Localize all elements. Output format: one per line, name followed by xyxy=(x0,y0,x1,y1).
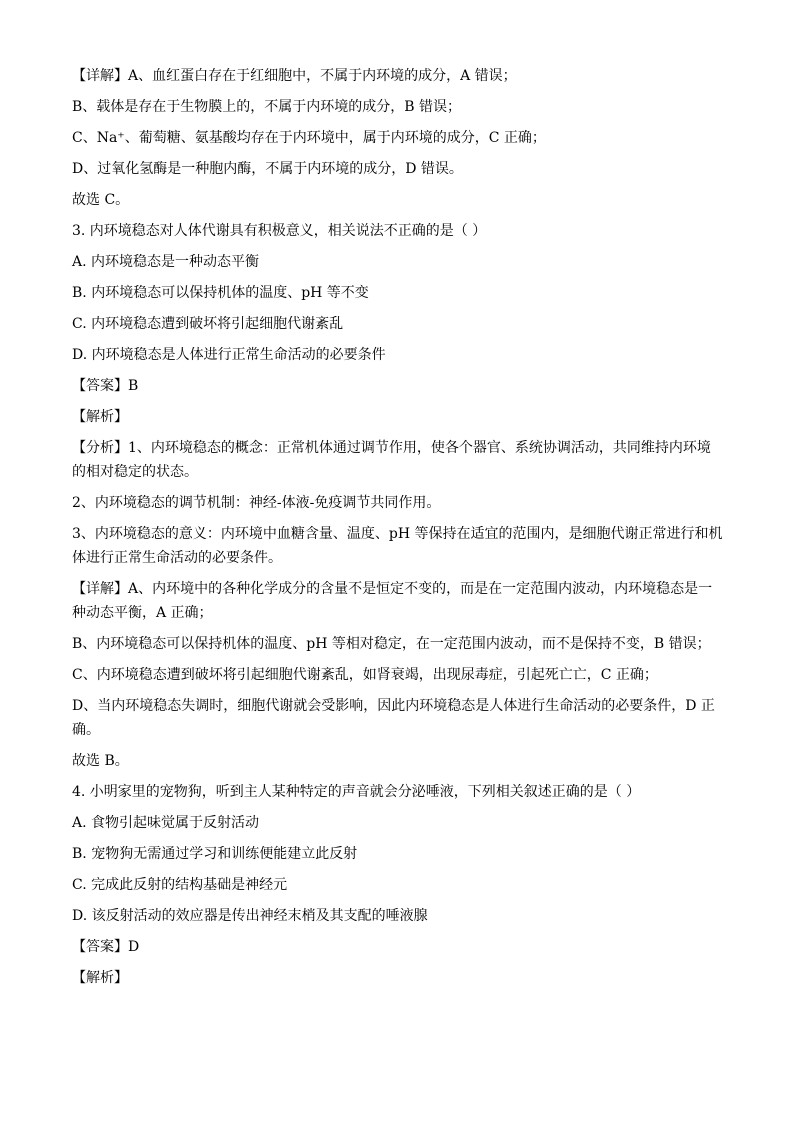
q4-option-b: B. 宠物狗无需通过学习和训练便能建立此反射 xyxy=(72,846,358,862)
q3-analysis-2: 2、内环境稳态的调节机制：神经-体液-免疫调节共同作用。 xyxy=(72,495,441,511)
q4-option-a: A. 食物引起味觉属于反射活动 xyxy=(72,815,260,831)
explanation-d: D、过氧化氢酶是一种胞内酶，不属于内环境的成分，D 错误。 xyxy=(72,161,463,177)
q3-answer: 【答案】B xyxy=(72,378,139,394)
q4-analysis-heading: 【解析】 xyxy=(72,970,128,986)
q4-answer: 【答案】D xyxy=(72,939,140,955)
q3-detail-a1: 【详解】A、内环境中的各种化学成分的含量不是恒定不变的，而是在一定范围内波动，内环境稳态是一 xyxy=(72,581,713,597)
q3-analysis-1a: 【分析】1、内环境稳态的概念：正常机体通过调节作用，使各个器官、系统协调活动，共同维持内环境 xyxy=(72,440,711,456)
q3-analysis-1b: 的相对稳定的状态。 xyxy=(72,464,198,480)
q3-option-d: D. 内环境稳态是人体进行正常生命活动的必要条件 xyxy=(72,347,386,363)
answer-choice-q2: 故选 C。 xyxy=(72,192,130,208)
question-4-stem: 4. 小明家里的宠物狗，听到主人某种特定的声音就会分泌唾液，下列相关叙述正确的是（ ） xyxy=(72,784,641,800)
q3-option-a: A. 内环境稳态是一种动态平衡 xyxy=(72,254,260,270)
explanation-c: C、Na⁺、葡萄糖、氨基酸均存在于内环境中，属于内环境的成分，C 正确； xyxy=(72,130,546,146)
q3-option-b: B. 内环境稳态可以保持机体的温度、pH 等不变 xyxy=(72,285,369,301)
document-page xyxy=(72,64,722,990)
explanation-a: 【详解】A、血红蛋白存在于红细胞中，不属于内环境的成分，A 错误； xyxy=(72,68,517,84)
question-3-stem: 3. 内环境稳态对人体代谢具有积极意义，相关说法不正确的是（ ） xyxy=(72,223,487,239)
q3-detail-a2: 种动态平衡，A 正确； xyxy=(72,605,213,621)
q3-detail-c: C、内环境稳态遭到破坏将引起细胞代谢紊乱，如肾衰竭，出现尿毒症，引起死亡亡，C 正确； xyxy=(72,667,658,683)
q3-detail-b: B、内环境稳态可以保持机体的温度、pH 等相对稳定，在一定范围内波动，而不是保持不变，B 错误； xyxy=(72,636,711,652)
explanation-b: B、载体是存在于生物膜上的，不属于内环境的成分，B 错误； xyxy=(72,99,462,115)
q3-option-c: C. 内环境稳态遭到破坏将引起细胞代谢紊乱 xyxy=(72,316,344,332)
q4-option-d: D. 该反射活动的效应器是传出神经末梢及其支配的唾液腺 xyxy=(72,908,428,924)
q3-analysis-3b: 体进行正常生命活动的必要条件。 xyxy=(72,550,282,566)
q3-detail-d2: 确。 xyxy=(72,722,100,738)
q3-answer-choice: 故选 B。 xyxy=(72,753,129,769)
q4-option-c: C. 完成此反射的结构基础是神经元 xyxy=(72,877,288,893)
q3-analysis-heading: 【解析】 xyxy=(72,409,128,425)
q3-detail-d1: D、当内环境稳态失调时，细胞代谢就会受影响，因此内环境稳态是人体进行生命活动的必要条件，D 正 xyxy=(72,698,715,714)
q3-analysis-3a: 3、内环境稳态的意义：内环境中血糖含量、温度、pH 等保持在适宜的范围内，是细胞代谢正常进行和机 xyxy=(72,526,723,542)
